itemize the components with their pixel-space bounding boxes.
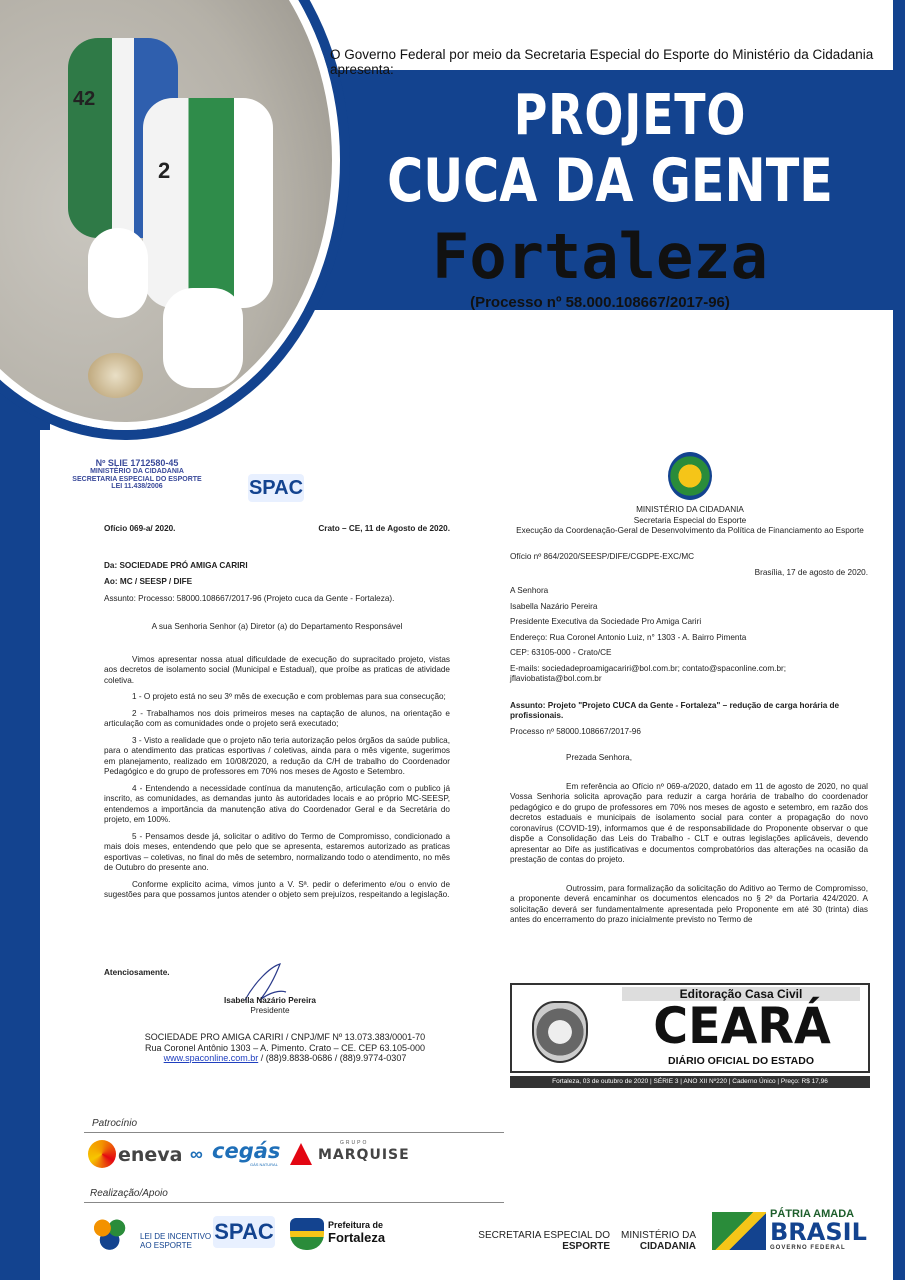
oficio-number: Ofício nº 864/2020/SEESP/DIFE/CGDPE-EXC/MC bbox=[510, 552, 695, 561]
website-link[interactable]: www.spaconline.com.br bbox=[163, 1053, 259, 1063]
letter-paragraph: Outrossim, para formalização da solicitação do Aditivo ao Termo de Compromisso, a proponente deverá encaminhar os documentos elencados no § 2º da Portaria 424/2020. A solicitação deverá ser fundamentalmente apresentada pelo Proponente em até 30 (trinta) dias antes do encerramento do prazo inicialmente previsto no Termo de bbox=[510, 883, 868, 924]
sponsor-eneva: eneva bbox=[118, 1144, 183, 1166]
address-line: Presidente Executiva da Sociedade Pro Amiga Cariri bbox=[510, 617, 702, 626]
signer-name: Isabella Nazário Pereira bbox=[224, 996, 316, 1005]
letter-paragraph: 2 - Trabalhamos nos dois primeiros meses na captação de alunos, na orientação e articulação com as comunidades onde o projeto será executado; bbox=[104, 708, 450, 728]
secretaria-especial: SECRETARIA ESPECIAL DO ESPORTE bbox=[478, 1230, 610, 1252]
diario-editora: Editoração Casa Civil bbox=[622, 987, 860, 1001]
spac-logo-footer: SPAC bbox=[213, 1216, 275, 1248]
sponsor-marquise: MARQUISE bbox=[318, 1147, 410, 1163]
lei-incentivo-icon bbox=[88, 1212, 136, 1252]
right-letter-header: MINISTÉRIO DA CIDADANIA Secretaria Especial do Esporte Execução da Coordenação-Geral de Desenvolvimento da Política de Financiamento ao Esporte bbox=[516, 505, 864, 535]
letter-paragraph: 1 - O projeto está no seu 3º mês de execução e com problemas para sua consecução; bbox=[132, 692, 446, 701]
oficio-date: Brasília, 17 de agosto de 2020. bbox=[754, 567, 868, 577]
marquise-top: GRUPO bbox=[340, 1140, 369, 1146]
diario-state: CEARÁ bbox=[653, 997, 831, 1055]
address-line: CEP: 63105-000 - Crato/CE bbox=[510, 648, 612, 657]
title-cuca-da-gente: CUCA DA GENTE bbox=[387, 146, 833, 216]
letter-greeting: Prezada Senhora, bbox=[566, 753, 632, 762]
letter-from: Da: SOCIEDADE PRÓ AMIGA CARIRI bbox=[104, 560, 248, 570]
shirt-number: 2 bbox=[158, 158, 171, 183]
letter-paragraph: Vimos apresentar nossa atual dificuldade de execução do supracitado projeto, vistas aos decretos de isolamento social (Municipal e Estadual), que proíbe as praticas de atividade coletiva. bbox=[104, 654, 450, 685]
patrocinio-label: Patrocínio bbox=[92, 1118, 138, 1129]
right-blue-stripe bbox=[893, 0, 905, 1280]
letter-paragraph: 4 - Entendendo a necessidade contínua da manutenção, articulação com o publico já inscrito, as comunidades, as demandas junto às autoridades locais e ao próprio MC-SEESP, entendemos a importância da manutenção ativa do Coordenador Geral e da Secretária do projeto, em 100%. bbox=[104, 783, 450, 824]
letter-footer: SOCIEDADE PRO AMIGA CARIRI / CNPJ/MF Nº 13.073.383/0001-70 Rua Coronel Antônio 1303 – A. Pimento. Crato – CE. CEP 63.105-000 www.spaconline.com.br / (88)9.8838-0686 / (88)9.9774-0307 bbox=[144, 1032, 426, 1063]
diario-strip: Fortaleza, 03 de outubro de 2020 | SÉRIE 3 | ANO XII Nº220 | Caderno Único | Preço: R$ 17,96 bbox=[510, 1076, 870, 1088]
processo-number: (Processo nº 58.000.108667/2017-96) bbox=[470, 294, 730, 311]
slie-stamp: Nº SLIE 1712580-45 MINISTÉRIO DA CIDADANIA SECRETARIA ESPECIAL DO ESPORTE LEI 11.438/2006 bbox=[72, 458, 202, 490]
diario-name: DIÁRIO OFICIAL DO ESTADO bbox=[667, 1055, 815, 1067]
shirt-number: 42 bbox=[73, 88, 96, 110]
sponsor-cegas: cegás bbox=[212, 1139, 281, 1163]
lei-incentivo-text: LEI DE INCENTIVO AO ESPORTE bbox=[140, 1232, 212, 1250]
right-letter bbox=[510, 552, 868, 931]
cegas-icon: ∞ bbox=[190, 1144, 203, 1164]
eneva-icon bbox=[88, 1140, 116, 1168]
signer-role: Presidente bbox=[250, 1006, 290, 1015]
divider bbox=[84, 1132, 504, 1133]
left-letter bbox=[104, 524, 450, 907]
address-line: Endereço: Rua Coronel Antonio Luiz, n° 1303 - A. Bairro Pimenta bbox=[510, 632, 747, 642]
prefeitura-shield-icon bbox=[290, 1218, 324, 1250]
letter-paragraph: 5 - Pensamos desde já, solicitar o aditivo do Termo de Compromisso, condicionado a mais dois meses, entendendo que pelo que se apresenta, estaremos autorizado as praticas esportivas – coletivas, no final do mês de setembro, normalizando todo o atendimento, no mês de Outubro do presente ano. bbox=[104, 831, 450, 872]
letter-processo: Processo nº 58000.108667/2017-96 bbox=[510, 726, 641, 736]
oficio-number: Ofício 069-a/ 2020. bbox=[104, 524, 176, 533]
spac-logo: SPAC bbox=[248, 474, 304, 502]
prefeitura-text: Prefeitura de Fortaleza bbox=[328, 1220, 386, 1245]
ministerio-cidadania: MINISTÉRIO DA CIDADANIA bbox=[620, 1230, 696, 1252]
address-line: A Senhora bbox=[510, 586, 549, 595]
title-fortaleza: Fortaleza bbox=[432, 220, 768, 293]
realizacao-label: Realização/Apoio bbox=[90, 1188, 168, 1199]
diario-oficial-box bbox=[510, 983, 870, 1073]
title-projeto: PROJETO bbox=[513, 83, 747, 148]
oficio-date: Crato – CE, 11 de Agosto de 2020. bbox=[318, 524, 450, 533]
letter-paragraph: Conforme explicito acima, vimos junto a V. Sª. pedir o deferimento e/ou o envio de sugestões para que possamos juntos atender o objeto sem prejuízos, respeitando a legislação. bbox=[104, 879, 450, 899]
letter-salutation: A sua Senhoria Senhor (a) Diretor (a) do Departamento Responsável bbox=[151, 622, 403, 631]
brasao-icon bbox=[668, 452, 712, 500]
letter-paragraph: Em referência ao Ofício nº 069-a/2020, datado em 11 de agosto de 2020, no qual Vossa Senhoria solicita aprovação para reduzir a carga horária de trabalho do coordenador pedagógico e do grupo de professores em 70% nos meses de agosto e setembro, em razão dos decretos estaduais e municipais de isolamento social para conter a propagação do novo coronavírus (COVID-19), informamos que é de responsabilidade do Proponente observar o que dispõe a Consolidação das Leis do Trabalho - CLT e outras legislações aplicáveis, devendo apresentar ao Dife as justificativas e documentos comprobatórios das alterações na ocasião da prestação de contas do projeto. bbox=[510, 781, 868, 864]
intro-text: O Governo Federal por meio da Secretaria Especial do Esporte do Ministério da Cidadania apresenta: bbox=[330, 47, 874, 77]
letter-subject: Assunto: Processo: 58000.108667/2017-96 (Projeto cuca da Gente - Fortaleza). bbox=[104, 593, 395, 603]
divider bbox=[84, 1202, 504, 1203]
patria-amada-brasil: PÁTRIA AMADA BRASIL GOVERNO FEDERAL bbox=[770, 1208, 867, 1251]
letter-paragraph: 3 - Visto a realidade que o projeto não teria autorização pelos órgãos da saúde publica, para o atendimento das praticas esportivas / coletivas, ainda para o mês vigente, sugerimos em planejamento, realizado em 10/08/2020, a redução da C/H de trabalho do Coordenador Pedagógico e do grupo de professores em 70% nos meses de Agosto e Setembro. bbox=[104, 735, 450, 776]
letter-to: Ao: MC / SEESP / DIFE bbox=[104, 577, 193, 586]
brasil-flag-icon bbox=[712, 1212, 766, 1250]
cegas-sub: GÁS NATURAL bbox=[250, 1162, 278, 1167]
letter-closing: Atenciosamente. bbox=[104, 968, 170, 977]
address-line: Isabella Nazário Pereira bbox=[510, 601, 598, 611]
address-line: E-mails: sociedadeproamigacariri@bol.com.br; contato@spaconline.com.br; jflaviobatista@bol.com.br bbox=[510, 663, 787, 683]
letter-subject: Assunto: Projeto "Projeto CUCA da Gente - Fortaleza" – redução de carga horária de profissionais. bbox=[510, 700, 840, 720]
ceara-seal-icon bbox=[532, 1001, 588, 1063]
